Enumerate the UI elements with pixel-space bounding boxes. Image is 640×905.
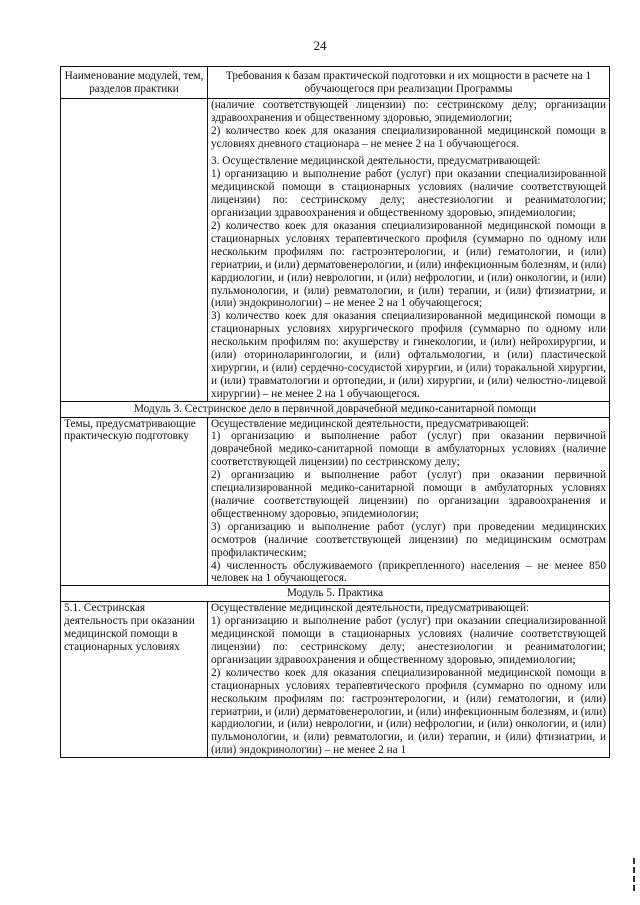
paragraph: 2) организацию и выполнение работ (услуг) при оказании первичной специализированной медико-санитарной помощи в амбулаторных условиях (наличие соответствующей лицензии) по организации здравоохранения и общественному здоровью, эпидемиологии;	[211, 469, 606, 520]
paragraph: 2) количество коек для оказания специализированной медицинской помощи в стационарных условиях терапевтического профиля (суммарно по одному или нескольким профилям по: гастроэнтерологии, и (или) гематологии, и (или) гериатрии, и (или) дерматовенерологии, и (или) инфекционным болезням, и (или) кардиологии, и (или) неврологии, и (или) нефрологии, и (или) онкологии, и (или) пульмонологии, и (или) ревматологии, и (или) терапии, и (или) фтизиатрии, и (или) эндокринологии) – не менее 2 на 1	[211, 666, 606, 757]
header-col2: Требования к базам практической подготовки и их мощности в расчете на 1 обучающегося при реализации Программы	[208, 67, 610, 99]
paragraph: 1) организацию и выполнение работ (услуг) при оказании специализированной медицинской помощи в стационарных условиях (наличие соответствующей лицензии) по: сестринскому делу; анестезиологии и реаниматологии; организации здравоохранения и общественному здоровью, эпидемиологии;	[211, 615, 606, 666]
module-title-row	[61, 401, 610, 417]
module5-title: Модуль 5. Практика	[61, 586, 610, 602]
header-col1: Наименование модулей, тем, разделов практики	[61, 67, 208, 99]
module5-col1: 5.1. Сестринская деятельность при оказании медицинской помощи в стационарных условиях	[61, 602, 208, 758]
paragraph: 1) организацию и выполнение работ (услуг) при оказании специализированной медицинской помощи в стационарных условиях (наличие соответствующей лицензии) по: сестринскому делу; анестезиологии и реаниматологии; организации здравоохранения и общественному здоровью, эпидемиологии;	[211, 168, 606, 220]
scan-edge-mark	[633, 858, 636, 898]
paragraph: 1) организацию и выполнение работ (услуг) при оказании первичной доврачебной медико-санитарной помощи в амбулаторных условиях (наличие соответствующей лицензии) по сестринскому делу;	[211, 430, 606, 469]
table-header-row	[61, 67, 610, 99]
table-row	[61, 417, 610, 586]
table-row	[61, 602, 610, 758]
page-number: 24	[313, 38, 327, 53]
paragraph: Осуществление медицинской деятельности, предусматривающей:	[211, 602, 530, 615]
paragraph: 3. Осуществление медицинской деятельности, предусматривающей:	[211, 155, 541, 168]
requirements-table	[60, 66, 610, 758]
module3-col2	[208, 417, 610, 586]
paragraph: 2) количество коек для оказания специализированной медицинской помощи в условиях дневного стационара – не менее 2 на 1 обучающегося.	[211, 124, 606, 150]
paragraph: (наличие соответствующей лицензии) по: сестринскому делу; организации здравоохранения и общественному здоровью, эпидемиологии;	[211, 98, 606, 124]
paragraph: 4) численность обслуживаемого (прикрепленного) населения – не менее 850 человек на 1 обучающегося.	[211, 559, 606, 585]
paragraph: 3) количество коек для оказания специализированной медицинской помощи в стационарных условиях хирургического профиля (суммарно по одному или нескольким профилям по: акушерству и гинекологии, и (или) нейрохирургии, и (или) оториноларингологии, и (или) офтальмологии, и (или) пластической хирургии, и (или) сердечно-сосудистой хирургии, и (или) торакальной хирургии, и (или) травматологии и ортопедии, и (или) хирургии, и (или) челюстно-лицевой хирургии) – не менее 2 на 1 обучающегося.	[211, 310, 606, 400]
row1-col1	[61, 98, 208, 401]
row1-col2	[208, 98, 610, 401]
module5-col2	[208, 602, 610, 758]
table-row	[61, 98, 610, 401]
module3-title: Модуль 3. Сестринское дело в первичной доврачебной медико-санитарной помощи	[61, 401, 610, 417]
paragraph: Осуществление медицинской деятельности, предусматривающей:	[211, 417, 530, 430]
module3-col1: Темы, предусматривающие практическую подготовку	[61, 417, 208, 586]
paragraph: 3) организацию и выполнение работ (услуг) при проведении медицинских осмотров (наличие соответствующей лицензии) по медицинским осмотрам профилактическим;	[211, 520, 606, 559]
module-title-row	[61, 586, 610, 602]
paragraph: 2) количество коек для оказания специализированной медицинской помощи в стационарных условиях терапевтического профиля (суммарно по одному или нескольким профилям по: гастроэнтерологии, и (или) гематологии, и (или) гериатрии, и (или) дерматовенерологии, и (или) инфекционным болезням, и (или) кардиологии, и (или) неврологии, и (или) нефрологии, и (или) онкологии, и (или) пульмонологии, и (или) ревматологии, и (или) терапии, и (или) фтизиатрии, и (или) эндокринологии) – не менее 2 на 1 обучающегося;	[211, 219, 606, 310]
